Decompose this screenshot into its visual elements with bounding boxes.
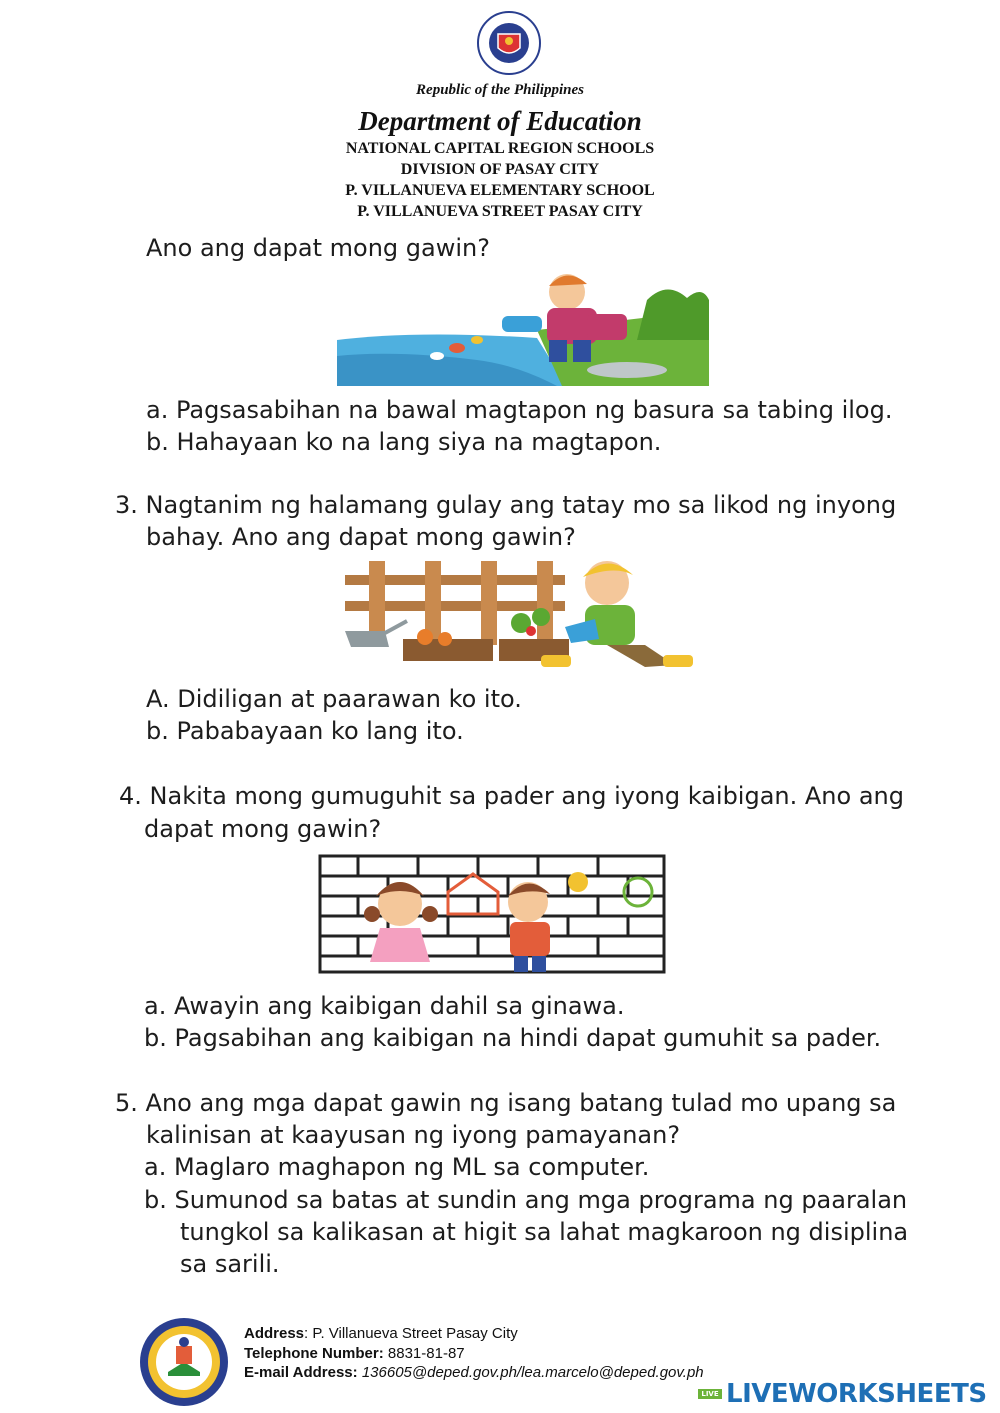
region-line: NATIONAL CAPITAL REGION SCHOOLS: [345, 140, 655, 157]
question-5-choice-a[interactable]: a. Maglaro maghapon ng ML sa computer.: [144, 1153, 650, 1181]
division-line: DIVISION OF PASAY CITY: [400, 161, 600, 178]
live-badge: LIVE: [698, 1389, 722, 1399]
question-5-line-2: kalinisan at kaayusan ng iyong pamayanan?: [146, 1121, 681, 1149]
question-4-line-1: 4. Nakita mong gumuguhit sa pader ang iyong kaibigan. Ano ang: [119, 782, 904, 810]
email-label: E-mail Address:: [244, 1364, 358, 1381]
question-2-choice-b[interactable]: b. Hahayaan ko na lang siya na magtapon.: [146, 428, 662, 456]
river-trash-illustration: [337, 270, 709, 386]
brick-wall-illustration: [318, 852, 666, 976]
question-4-choice-b[interactable]: b. Pagsabihan ang kaibigan na hindi dapat gumuhit sa pader.: [144, 1024, 882, 1052]
question-5-line-1: 5. Ano ang mga dapat gawin ng isang batang tulad mo upang sa: [115, 1089, 897, 1117]
address-value: : P. Villanueva Street Pasay City: [304, 1325, 518, 1342]
garden-illustration: [345, 557, 701, 671]
question-5-choice-b-cont-1: tungkol sa kalikasan at higit sa lahat magkaroon ng disiplina: [180, 1218, 909, 1246]
question-3-choice-a[interactable]: A. Didiligan at paarawan ko ito.: [146, 685, 522, 713]
question-2-choice-a[interactable]: a. Pagsasabihan na bawal magtapon ng basura sa tabing ilog.: [146, 396, 893, 424]
question-4-choice-a[interactable]: a. Awayin ang kaibigan dahil sa ginawa.: [144, 992, 625, 1020]
footer-phone: [244, 1345, 465, 1362]
school-line: P. VILLANUEVA ELEMENTARY SCHOOL: [345, 182, 655, 199]
deped-seal: [476, 10, 542, 76]
school-logo: [138, 1316, 230, 1408]
address-label: Address: [244, 1325, 305, 1342]
question-5-choice-b[interactable]: b. Sumunod sa batas at sundin ang mga programa ng paaralan: [144, 1186, 908, 1214]
footer-address: [244, 1325, 518, 1342]
question-2-prompt: Ano ang dapat mong gawin?: [146, 234, 490, 262]
question-4-line-2: dapat mong gawin?: [144, 815, 382, 843]
question-5-choice-b-cont-2: sa sarili.: [180, 1250, 280, 1278]
phone-label: Telephone Number:: [244, 1345, 384, 1362]
liveworksheets-watermark: [698, 1378, 987, 1410]
republic-line: Republic of the Philippines: [416, 82, 584, 98]
question-3-choice-b[interactable]: b. Pababayaan ko lang ito.: [146, 717, 464, 745]
question-3-line-2: bahay. Ano ang dapat mong gawin?: [146, 523, 576, 551]
email-value: 136605@deped.gov.ph/lea.marcelo@deped.gov.ph: [357, 1364, 704, 1381]
phone-value: 8831-81-87: [383, 1345, 465, 1362]
question-3-line-1: 3. Nagtanim ng halamang gulay ang tatay mo sa likod ng inyong: [115, 491, 897, 519]
department-title: Department of Education: [358, 106, 642, 136]
liveworksheets-logo-text: LIVEWORKSHEETS: [726, 1379, 987, 1409]
street-line: P. VILLANUEVA STREET PASAY CITY: [357, 203, 643, 220]
footer-email: [244, 1364, 704, 1381]
